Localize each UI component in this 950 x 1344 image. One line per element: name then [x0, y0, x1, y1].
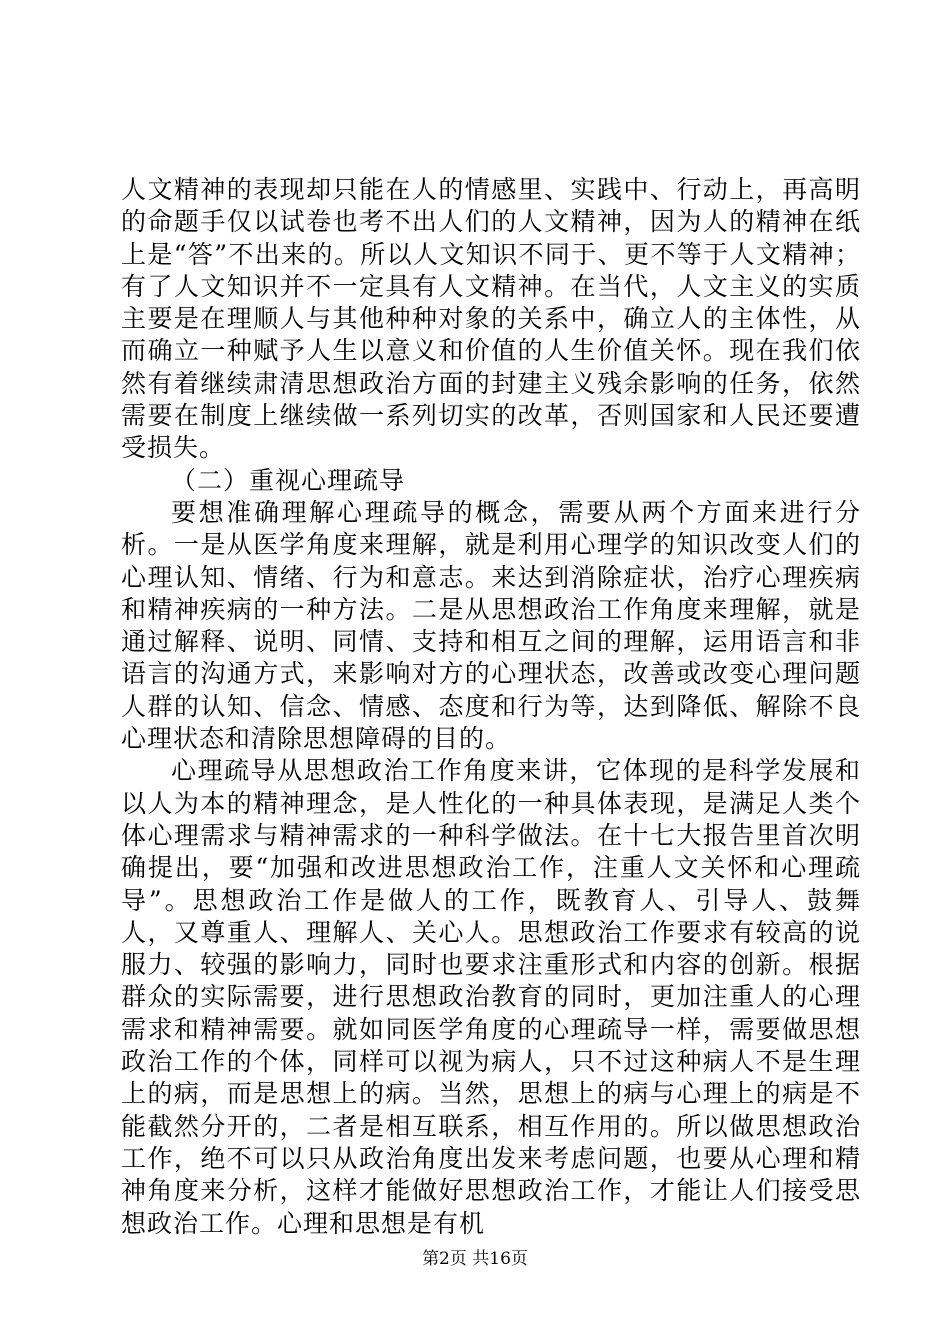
section-heading: （二）重视心理疏导: [171, 465, 406, 495]
document-body: [121, 174, 861, 1240]
paragraph-continuation: 人文精神的表现却只能在人的情感里、实践中、行动上，再高明的命题手仅以试卷也考不出人们的人文精神，因为人的精神在纸上是“答”不出来的。所以人文知识不同于、更不等于人文精神；有了人文知识并不一定具有人文精神。在当代，人文主义的实质主要是在理顺人与其他种种对象的关系中，确立人的主体性，从而确立一种赋予人生以意义和价值的人生价值关怀。现在我们依然有着继续肃清思想政治方面的封建主义残余影响的任务，依然需要在制度上继续做一系列切实的改革，否则国家和人民还要遭受损失。: [121, 175, 861, 463]
paragraph: 心理疏导从思想政治工作角度来讲，它体现的是科学发展和以人为本的精神理念，是人性化的一种具体表现，是满足人类个体心理需求与精神需求的一种科学做法。在十七大报告里首次明确提出，要“加强和改进思想政治工作，注重人文关怀和心理疏导”。思想政治工作是做人的工作，既教育人、引导人、鼓舞人，又尊重人、理解人、关心人。思想政治工作要求有较高的说服力、较强的影响力，同时也要求注重形式和内容的创新。根据群众的实际需要，进行思想政治教育的同时，更加注重人的心理需求和精神需要。就如同医学角度的心理疏导一样，需要做思想政治工作的个体，同样可以视为病人，只不过这种病人不是生理上的病，而是思想上的病。当然，思想上的病与心理上的病是不能截然分开的，二者是相互联系，相互作用的。所以做思想政治工作，绝不可以只从政治角度出发来考虑问题，也要从心理和精神角度来分析，这样才能做好思想政治工作，才能让人们接受思想政治工作。心理和思想是有机: [121, 756, 861, 1238]
paragraph: 要想准确理解心理疏导的概念，需要从两个方面来进行分析。一是从医学角度来理解，就是利用心理学的知识改变人们的心理认知、情绪、行为和意志。来达到消除症状，治疗心理疾病和精神疾病的一种方法。二是从思想政治工作角度来理解，就是通过解释、说明、同情、支持和相互之间的理解，运用语言和非语言的沟通方式，来影响对方的心理状态，改善或改变心理问题人群的认知、信念、情感、态度和行为等，达到降低、解除不良心理状态和清除思想障碍的目的。: [121, 497, 861, 754]
page-number-footer: 第2页 共16页: [422, 1249, 528, 1269]
